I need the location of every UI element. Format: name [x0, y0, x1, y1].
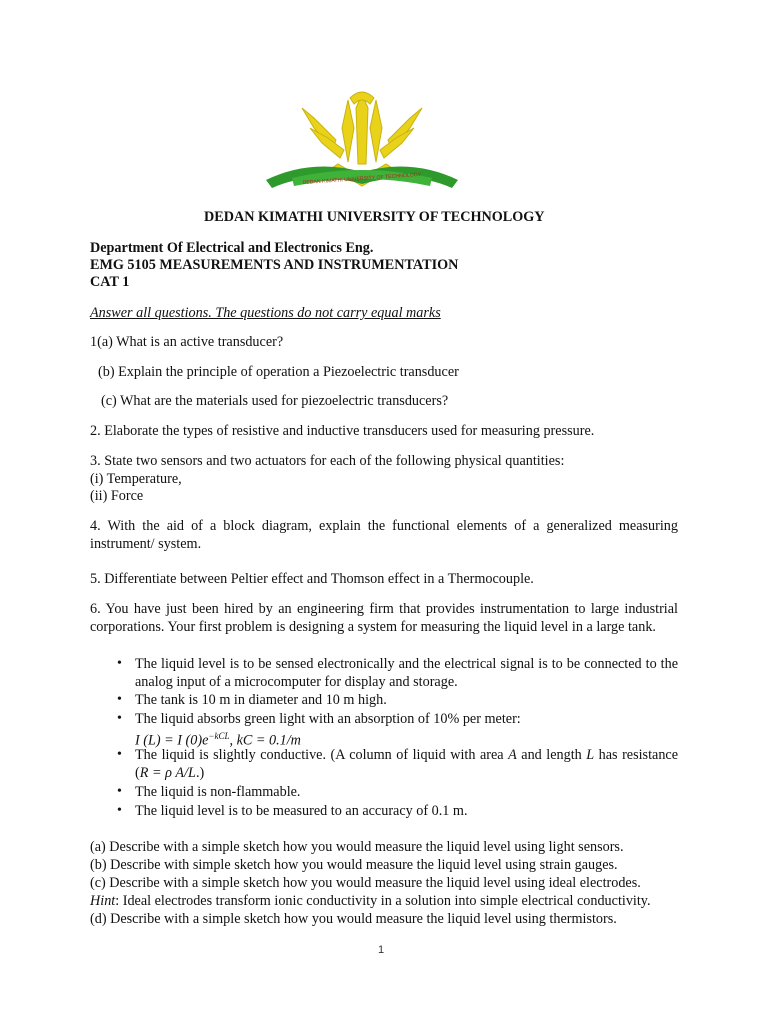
question-6c: (c) Describe with a simple sketch how you would measure the liquid level using ideal electrodes. — [90, 875, 641, 891]
question-6d: (d) Describe with a simple sketch how you would measure the liquid level using thermistors. — [90, 911, 617, 927]
university-title: DEDAN KIMATHI UNIVERSITY OF TECHNOLOGY — [204, 209, 545, 225]
bullet-item: The tank is 10 m in diameter and 10 m high. — [135, 692, 387, 708]
department-name: Department Of Electrical and Electronics Eng. — [90, 240, 374, 256]
formula-exponent: −kCL — [208, 731, 230, 741]
area-symbol: A — [508, 747, 517, 763]
question-5: 5. Differentiate between Peltier effect and Thomson effect in a Thermocouple. — [90, 571, 534, 587]
exam-title: CAT 1 — [90, 274, 130, 290]
question-3-item-i: (i) Temperature, — [90, 471, 182, 487]
bullet-glyph: • — [117, 711, 122, 726]
hint — [90, 892, 651, 910]
course-title: EMG 5105 MEASUREMENTS AND INSTRUMENTATION — [90, 257, 459, 273]
formula-part: I (L) = I (0)e — [135, 732, 209, 749]
question-1a: 1(a) What is an active transducer? — [90, 334, 284, 350]
logo-banner-text: DEDAN KIMATHI UNIVERSITY OF TECHNOLOGY — [302, 171, 422, 187]
question-1b: (b) Explain the principle of operation a Piezoelectric transducer — [98, 364, 459, 380]
university-logo — [262, 88, 462, 203]
bullet-text: has resistance ( — [135, 747, 679, 781]
bullet-item: The liquid level is to be sensed electronically and the electrical signal is to be connected to the analog input of a microcomputer for display and storage. — [135, 656, 678, 690]
question-3-item-ii: (ii) Force — [90, 488, 144, 504]
hint-label: Hint — [90, 893, 116, 909]
instructions: Answer all questions. The questions do not carry equal marks — [90, 305, 441, 321]
question-3: 3. State two sensors and two actuators for each of the following physical quantities: — [90, 453, 565, 469]
question-1c: (c) What are the materials used for piezoelectric transducers? — [101, 393, 449, 409]
question-6-stem: 6. You have just been hired by an engineering firm that provides instrumentation to large industrial corporations. Your first problem is designing a system for measuring the liquid level in a large tank. — [90, 601, 678, 635]
question-6b: (b) Describe with simple sketch how you would measure the liquid level using strain gauges. — [90, 857, 618, 873]
question-2: 2. Elaborate the types of resistive and inductive transducers used for measuring pressure. — [90, 423, 595, 439]
length-symbol: L — [586, 747, 595, 763]
page-number: 1 — [378, 944, 385, 956]
bullet-glyph: • — [117, 656, 122, 671]
bullet-glyph: • — [117, 747, 122, 762]
question-6a: (a) Describe with a simple sketch how you would measure the liquid level using light sensors. — [90, 839, 624, 855]
bullet-text: .) — [195, 765, 205, 781]
question-4: 4. With the aid of a block diagram, explain the functional elements of a generalized measuring instrument/ system. — [90, 518, 678, 552]
bullet-glyph: • — [117, 803, 122, 818]
bullet-glyph: • — [117, 784, 122, 799]
bullet-item — [135, 746, 678, 782]
formula-part: , kC = 0.1/m — [229, 732, 301, 749]
resistance-formula: R = ρ A/L — [139, 765, 196, 781]
hint-text: : Ideal electrodes transform ionic conductivity in a solution into simple electrical conductivity. — [115, 893, 651, 909]
bullet-item: The liquid absorbs green light with an absorption of 10% per meter: — [135, 711, 521, 727]
bullet-item: The liquid is non-flammable. — [135, 784, 301, 800]
bullet-glyph: • — [117, 692, 122, 707]
bullet-text: and length — [516, 747, 587, 763]
bullet-item: The liquid level is to be measured to an accuracy of 0.1 m. — [135, 803, 468, 819]
bullet-text: The liquid is slightly conductive. (A column of liquid with area — [135, 747, 509, 763]
